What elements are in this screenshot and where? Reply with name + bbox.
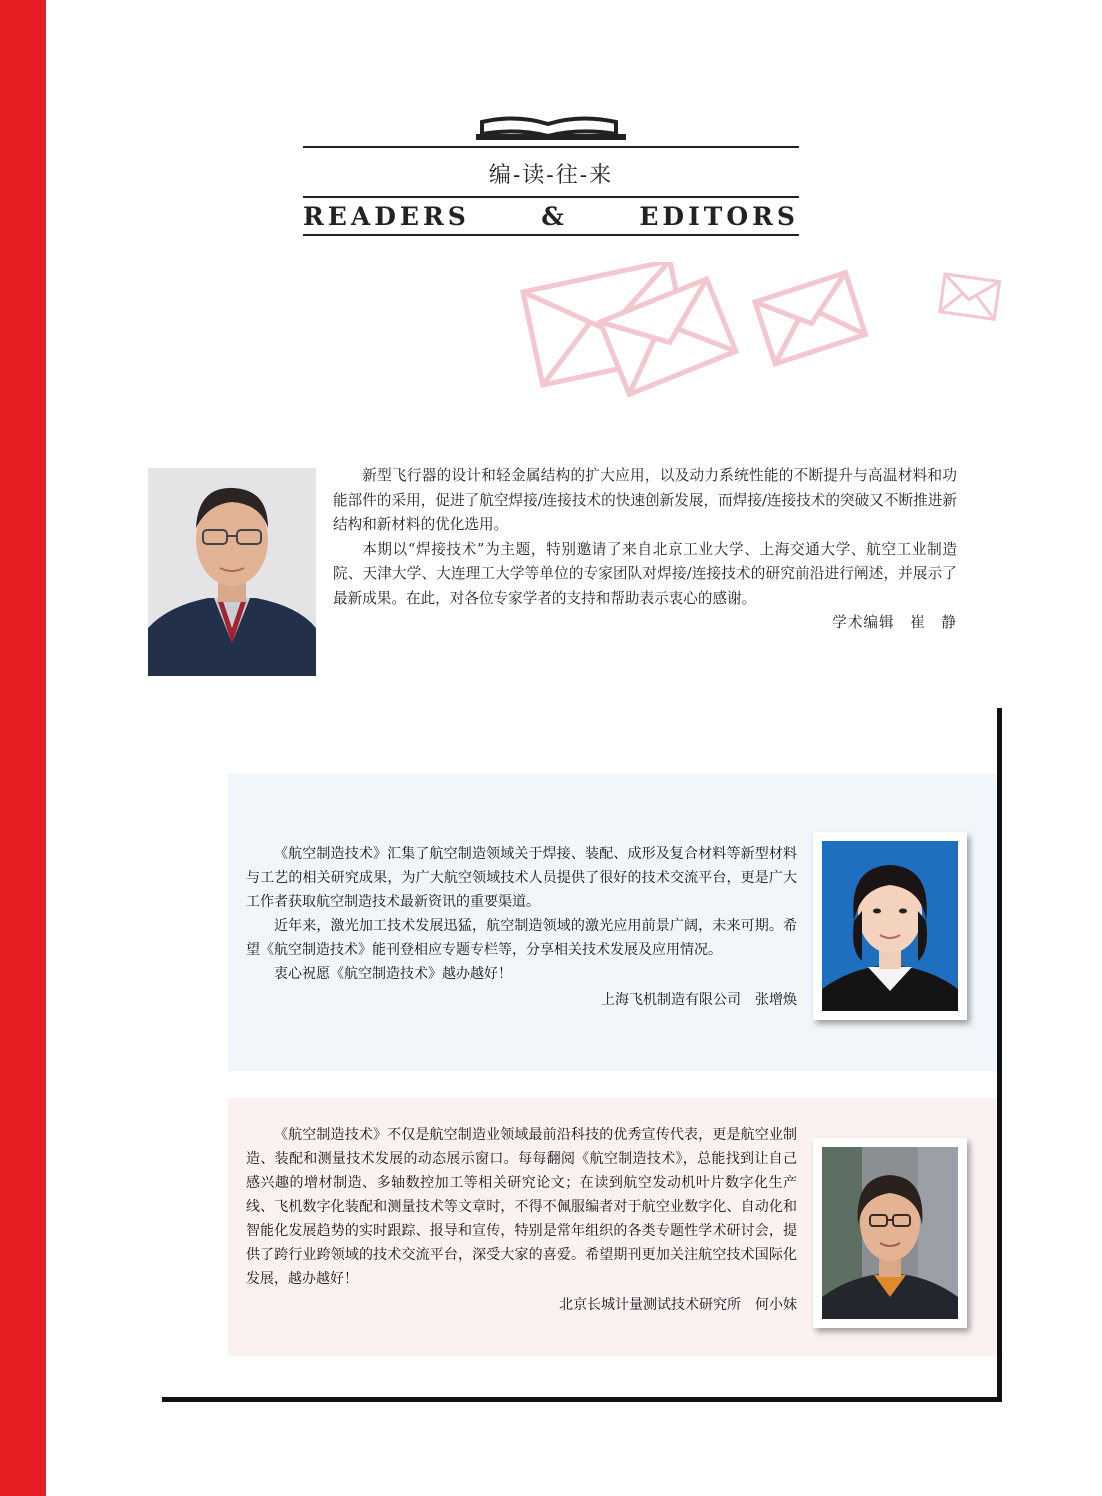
frame-rule-right — [997, 708, 1002, 1402]
letter-signature: 北京长城计量测试技术研究所 何小妹 — [559, 1297, 797, 1313]
reader-2-portrait — [813, 1138, 967, 1328]
open-book-icon — [476, 112, 626, 142]
editor-paragraph: 本期以“焊接技术”为主题，特别邀请了来自北京工业大学、上海交通大学、航空工业制造院、天津大学、大连理工大学等单位的专家团队对焊接/连接技术的研究前沿进行阐述，并展示了最新成果。在此，对各位专家学者的支持和帮助表示衷心的感谢。 — [333, 540, 957, 607]
header-rule-middle — [303, 196, 799, 198]
editor-note — [333, 464, 957, 636]
letter-signature: 上海飞机制造有限公司 张增焕 — [601, 992, 797, 1008]
title-word-editors: EDITORS — [639, 202, 799, 231]
frame-rule-bottom — [162, 1397, 1002, 1402]
letter-paragraph: 《航空制造技术》不仅是航空制造业领域最前沿科技的优秀宣传代表，更是航空业制造、装配和测量技术发展的动态展示窗口。每每翻阅《航空制造技术》，总能找到让自己感兴趣的增材制造、多轴数控加工等相关研究论文；在读到航空发动机叶片数字化生产线、飞机数字化装配和测量技术等文章时，不得不佩服编者对于航空业数字化、自动化和智能化发展趋势的实时跟踪、报导和宣传，特别是常年组织的各类专题性学术研讨会，提供了跨行业跨领域的技术交流平台，深受大家的喜爱。希望期刊更加关注航空技术国际化发展，越办越好！ — [246, 1127, 797, 1287]
letter-paragraph: 衷心祝愿《航空制造技术》越办越好！ — [274, 966, 512, 982]
red-margin-bar — [0, 0, 46, 1496]
header-rule-top — [303, 146, 799, 148]
reader-1-portrait — [813, 832, 967, 1020]
title-word-readers: READERS — [303, 202, 470, 231]
letter-paragraph: 近年来，激光加工技术发展迅猛，航空制造领域的激光应用前景广阔，未来可期。希望《航空制造技术》能刊登相应专题专栏等，分享相关技术发展及应用情况。 — [246, 918, 797, 958]
editor-paragraph: 新型飞行器的设计和轻金属结构的扩大应用，以及动力系统性能的不断提升与高温材料和功能部件的采用，促进了航空焊接/连接技术的快速创新发展，而焊接/连接技术的突破又不断推进新结构和新材料的优化选用。 — [333, 467, 957, 533]
section-title-cn: 编-读-往-来 — [488, 163, 614, 188]
editor-signature: 学术编辑 崔 静 — [832, 614, 957, 631]
decorative-envelopes — [515, 262, 1015, 427]
reader-letter-1 — [246, 842, 797, 1012]
title-word-ampersand: & — [541, 202, 568, 231]
header-rule-bottom — [303, 234, 799, 236]
letter-paragraph: 《航空制造技术》汇集了航空制造领域关于焊接、装配、成形及复合材料等新型材料与工艺的相关研究成果，为广大航空领域技术人员提供了很好的技术交流平台，更是广大工作者获取航空制造技术最新资讯的重要渠道。 — [246, 846, 797, 910]
editor-portrait — [148, 468, 316, 676]
section-title-en — [303, 200, 799, 234]
reader-letter-2 — [246, 1123, 797, 1317]
envelope-icon — [523, 262, 999, 394]
